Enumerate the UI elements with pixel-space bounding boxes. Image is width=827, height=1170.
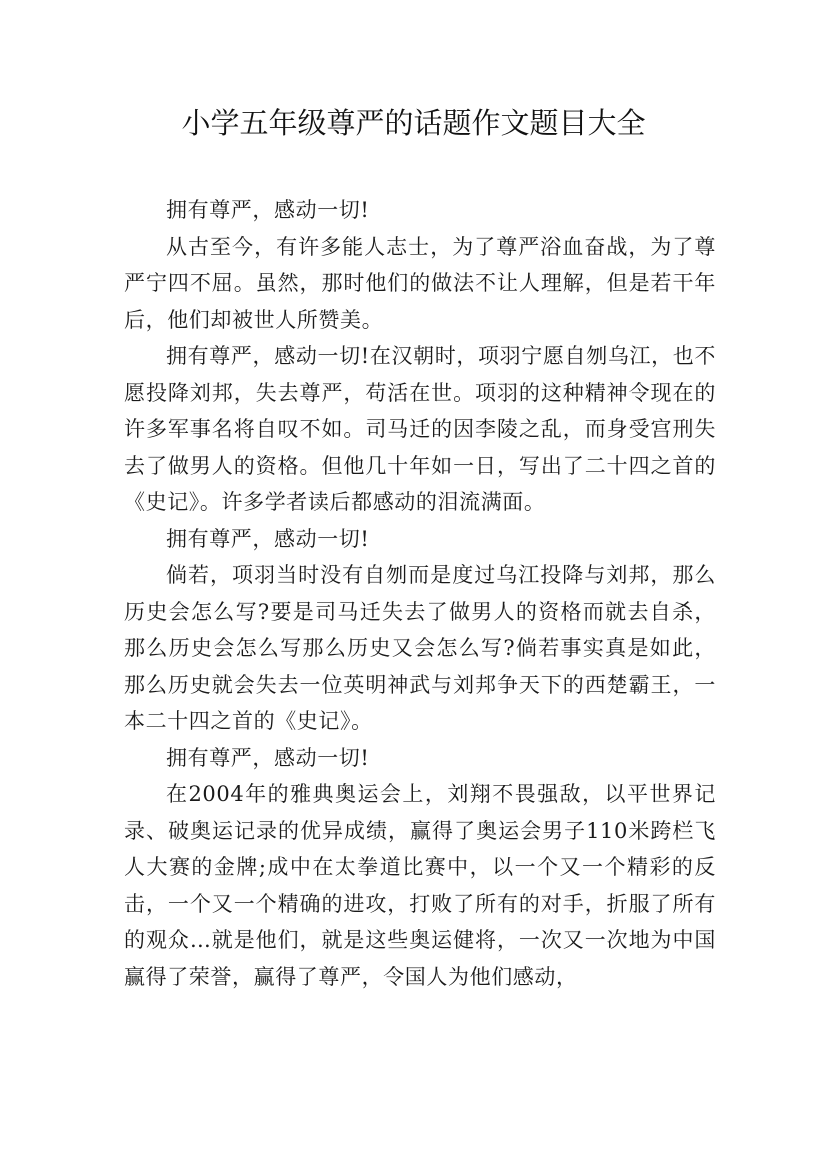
paragraph: 从古至今，有许多能人志士，为了尊严浴血奋战，为了尊严宁四不屈。虽然，那时他们的做法不让人理解，但是若干年后，他们却被世人所赞美。 <box>124 234 716 332</box>
paragraph: 拥有尊严，感动一切! <box>166 198 370 222</box>
paragraph: 倘若，项羽当时没有自刎而是度过乌江投降与刘邦，那么历史会怎么写?要是司马迁失去了做男人的资格而就去自杀，那么历史会怎么写那么历史又会怎么写?倘若事实真是如此，那么历史就会失去一位英明神武与刘邦争天下的西楚霸王，一本二十四之首的《史记》。 <box>124 563 716 733</box>
document-title: 小学五年级尊严的话题作文题目大全 <box>181 106 646 140</box>
paragraph: 在2004年的雅典奥运会上，刘翔不畏强敌，以平世界记录、破奥运记录的优异成绩，赢得了奥运会男子110米跨栏飞人大赛的金牌;成中在太拳道比赛中，以一个又一个精彩的反击，一个又一个精确的进攻，打败了所有的对手，折服了所有的观众…就是他们，就是这些奥运健将，一次又一次地为中国赢得了荣誉，赢得了尊严，令国人为他们感动， <box>124 782 716 989</box>
document-body <box>124 192 716 995</box>
paragraph: 拥有尊严，感动一切! <box>166 745 370 770</box>
paragraph: 拥有尊严，感动一切!在汉朝时，项羽宁愿自刎乌江，也不愿投降刘邦，失去尊严，苟活在世。项羽的这种精神令现在的许多军事名将自叹不如。司马迁的因李陵之乱，而身受宫刑失去了做男人的资格。但他几十年如一日，写出了二十四之首的《史记》。许多学者读后都感动的泪流满面。 <box>124 344 716 514</box>
paragraph: 拥有尊严，感动一切! <box>166 526 370 551</box>
